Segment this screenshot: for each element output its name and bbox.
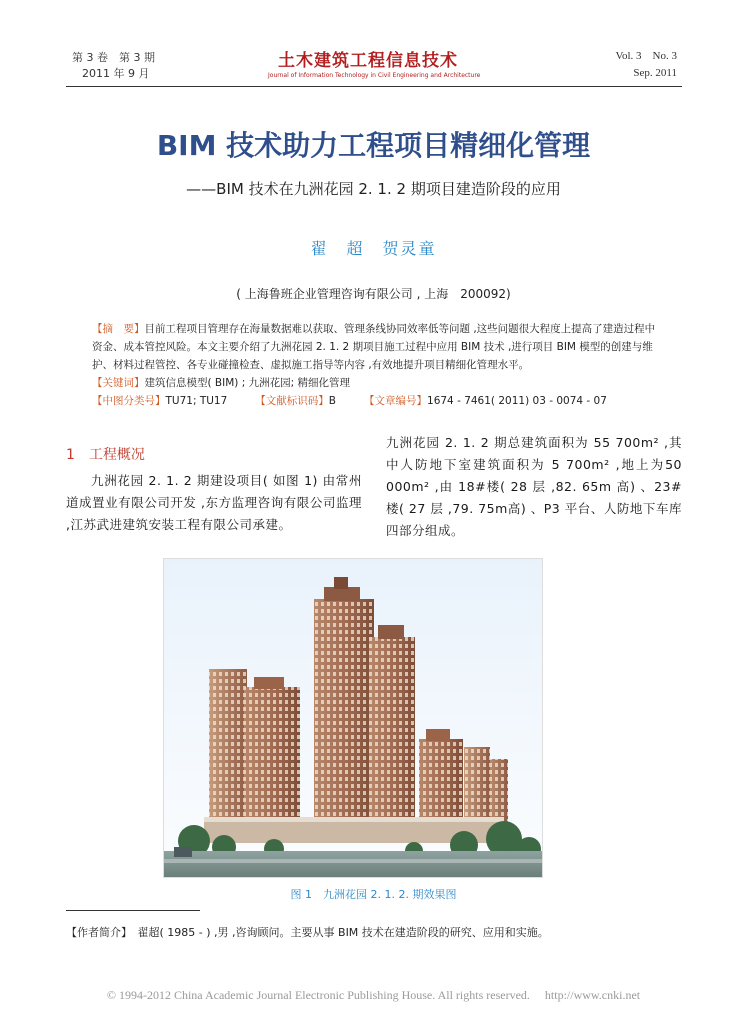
article-id-value: 1674 - 7461( 2011) 03 - 0074 - 07 bbox=[427, 395, 607, 407]
clc-label: 【中图分类号】 bbox=[92, 395, 166, 407]
abstract-text: 目前工程项目管理存在海量数据难以获取、管理条线协同效率低等问题 ,这些问题很大程度上提高了建造过程中资金、成本管控风险。本文主要介绍了九洲花园 2. 1. 2 期项目施工过程中应用 BIM 技术 ,进行项目 BIM 模型的创建与维护、材料过程管控、各专业碰撞检查、虚拟施工指导等内容 ,有效地提升项目精细化管理水平。 bbox=[92, 323, 656, 371]
journal-name-cn: 土木建筑工程信息技术 bbox=[278, 51, 458, 71]
author-affiliation: ( 上海鲁班企业管理咨询有限公司 , 上海 200092) bbox=[236, 287, 511, 301]
date-cn: 2011 年 9 月 bbox=[82, 67, 150, 80]
article-authors: 翟 超 贺灵童 bbox=[310, 239, 437, 258]
figure-rendering bbox=[163, 558, 543, 878]
article-subtitle: ——BIM 技术在九洲花园 2. 1. 2 期项目建造阶段的应用 bbox=[186, 180, 561, 198]
keywords-line bbox=[92, 374, 658, 392]
article-title: BIM 技术助力工程项目精细化管理 bbox=[156, 129, 591, 162]
author-bio-footnote: 【作者简介】 翟超( 1985 - ) ,男 ,咨询顾问。主要从事 BIM 技术在建造阶段的研究、应用和实施。 bbox=[66, 926, 549, 939]
journal-masthead bbox=[268, 46, 481, 79]
volume-issue-cn: 第 3 卷 第 3 期 bbox=[72, 51, 155, 64]
body-left-column: 九洲花园 2. 1. 2 期建设项目( 如图 1) 由常州道成置业有限公司开发 ,东方监理咨询有限公司监理 ,江苏武进建筑安装工程有限公司承建。 bbox=[66, 473, 362, 532]
header-divider bbox=[66, 86, 682, 87]
article-id-label: 【文章编号】 bbox=[364, 395, 428, 407]
abstract-label: 【摘 要】 bbox=[92, 323, 145, 335]
building-rendering-illustration bbox=[164, 559, 542, 877]
doc-code-value: B bbox=[328, 395, 337, 407]
header-left bbox=[72, 50, 155, 82]
clc-value: TU71; TU17 bbox=[165, 395, 228, 407]
header-right bbox=[615, 48, 677, 82]
date-en: Sep. 2011 bbox=[633, 67, 677, 79]
keywords-label: 【关键词】 bbox=[92, 377, 145, 389]
section-heading: 1 工程概况 bbox=[66, 447, 145, 463]
footnote-divider bbox=[66, 910, 200, 911]
figure-caption: 图 1 九洲花园 2. 1. 2. 期效果图 bbox=[290, 888, 457, 901]
abstract-paragraph bbox=[92, 320, 658, 374]
doc-code-label: 【文献标识码】 bbox=[255, 395, 329, 407]
keywords-text: 建筑信息模型( BIM) ; 九洲花园; 精细化管理 bbox=[144, 377, 350, 389]
copyright-notice: © 1994-2012 China Academic Journal Electronic Publishing House. All rights reserved. http://www.cnki.net bbox=[106, 988, 641, 1002]
volume-issue-en: Vol. 3 No. 3 bbox=[615, 50, 677, 62]
body-right-column: 九洲花园 2. 1. 2 期总建筑面积为 55 700m² ,其中人防地下室建筑面积为 5 700m² ,地上为50 000m² ,由 18#楼( 28 层 ,82. 65m 高) 、23#楼( 27 层 ,79. 75m高) 、P3 平台、人防地下车库四部分组成。 bbox=[386, 435, 682, 538]
abstract-block bbox=[92, 320, 658, 410]
classification-line bbox=[92, 392, 658, 410]
journal-name-en: Journal of Information Technology in Civil Engineering and Architecture bbox=[268, 72, 481, 79]
